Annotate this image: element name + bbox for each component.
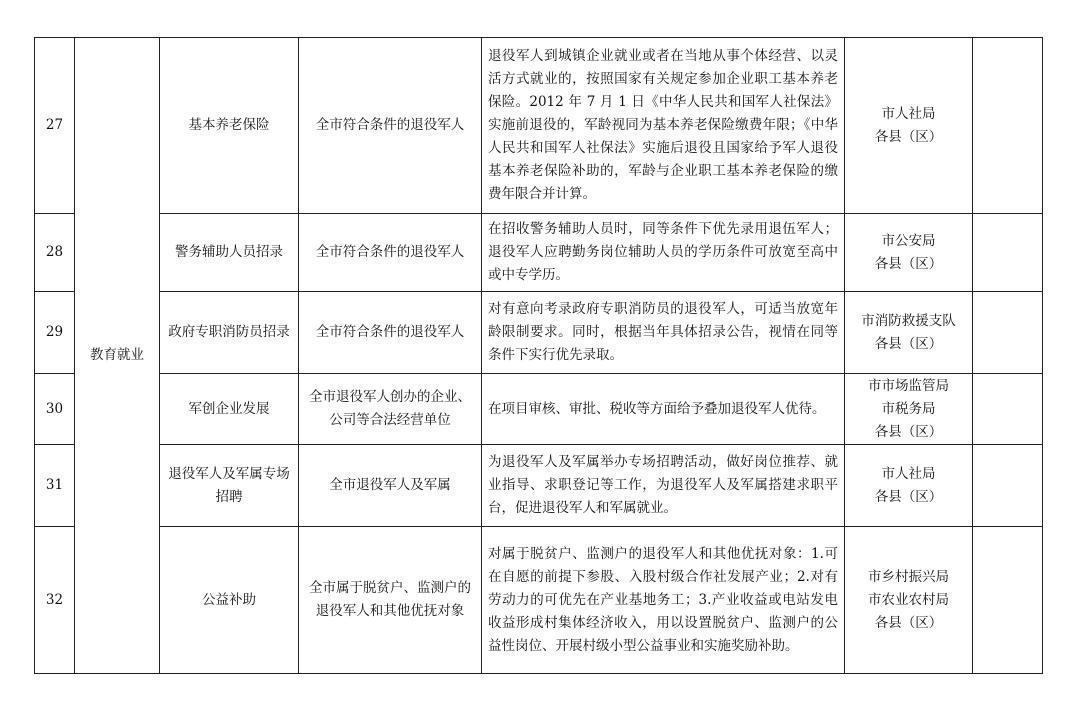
item-name: 政府专职消防员招录 [160, 292, 299, 374]
row-number: 28 [35, 214, 75, 292]
responsible-dept [845, 374, 973, 445]
dept-line: 各县（区） [874, 488, 943, 505]
blank-cell [973, 445, 1043, 527]
target-group: 全市退役军人及军属 [299, 445, 482, 527]
target-group: 全市符合条件的退役军人 [299, 214, 482, 292]
responsible-dept [845, 214, 973, 292]
blank-cell [973, 38, 1043, 214]
dept-line: 各县（区） [874, 423, 943, 440]
table-row [35, 374, 1043, 445]
row-number: 32 [35, 527, 75, 674]
policy-table [34, 37, 1043, 674]
dept-line: 市农业农村局 [868, 591, 949, 608]
item-name: 警务辅助人员招录 [160, 214, 299, 292]
dept-line: 市人社局 [881, 465, 936, 482]
policy-content: 对有意向考录政府专职消防员的退役军人，可适当放宽年龄限制要求。同时，根据当年具体招录公告，视情在同等条件下实行优先录取。 [482, 292, 845, 374]
target-group: 全市符合条件的退役军人 [299, 292, 482, 374]
target-group: 全市退役军人创办的企业、公司等合法经营单位 [299, 374, 482, 445]
dept-line: 市公安局 [881, 232, 936, 249]
row-number: 30 [35, 374, 75, 445]
responsible-dept [845, 445, 973, 527]
policy-content: 退役军人到城镇企业就业或者在当地从事个体经营、以灵活方式就业的，按照国家有关规定参加企业职工基本养老保险。2012 年 7 月 1 日《中华人民共和国军人社保法》实施前退役的，军龄视同为基本养老保险缴费年限；《中华人民共和国军人社保法》实施后退役且国家给予军人退役基本养老保险补助的，军龄与企业职工基本养老保险的缴费年限合并计算。 [482, 38, 845, 214]
table-row [35, 527, 1043, 674]
dept-line: 市税务局 [881, 400, 936, 417]
row-number: 29 [35, 292, 75, 374]
item-name: 基本养老保险 [160, 38, 299, 214]
blank-cell [973, 292, 1043, 374]
table-row [35, 214, 1043, 292]
target-group: 全市属于脱贫户、监测户的退役军人和其他优抚对象 [299, 527, 482, 674]
dept-line: 各县（区） [874, 614, 943, 631]
target-group: 全市符合条件的退役军人 [299, 38, 482, 214]
responsible-dept [845, 292, 973, 374]
row-number: 27 [35, 38, 75, 214]
responsible-dept [845, 38, 973, 214]
item-name: 退役军人及军属专场招聘 [160, 445, 299, 527]
dept-line: 各县（区） [874, 335, 943, 352]
item-name: 军创企业发展 [160, 374, 299, 445]
table-row [35, 445, 1043, 527]
category-cell: 教育就业 [75, 38, 160, 674]
policy-content: 对属于脱贫户、监测户的退役军人和其他优抚对象：1.可在自愿的前提下参股、入股村级合作社发展产业；2.对有劳动力的可优先在产业基地务工；3.产业收益或电站发电收益形成村集体经济收入，用以设置脱贫户、监测户的公益性岗位、开展村级小型公益事业和实施奖励补助。 [482, 527, 845, 674]
dept-line: 市市场监管局 [868, 377, 949, 394]
dept-line: 市消防救援支队 [861, 312, 956, 329]
dept-line: 市乡村振兴局 [868, 568, 949, 585]
dept-line: 各县（区） [874, 255, 943, 272]
responsible-dept [845, 527, 973, 674]
table-row [35, 38, 1043, 214]
dept-line: 市人社局 [881, 105, 936, 122]
dept-line: 各县（区） [874, 128, 943, 145]
policy-content: 为退役军人及军属举办专场招聘活动，做好岗位推荐、就业指导、求职登记等工作，为退役军人及军属搭建求职平台，促进退役军人和军属就业。 [482, 445, 845, 527]
table-row [35, 292, 1043, 374]
blank-cell [973, 374, 1043, 445]
row-number: 31 [35, 445, 75, 527]
item-name: 公益补助 [160, 527, 299, 674]
blank-cell [973, 214, 1043, 292]
blank-cell [973, 527, 1043, 674]
policy-content: 在项目审核、审批、税收等方面给予叠加退役军人优待。 [482, 374, 845, 445]
policy-content: 在招收警务辅助人员时，同等条件下优先录用退伍军人；退役军人应聘勤务岗位辅助人员的学历条件可放宽至高中或中专学历。 [482, 214, 845, 292]
